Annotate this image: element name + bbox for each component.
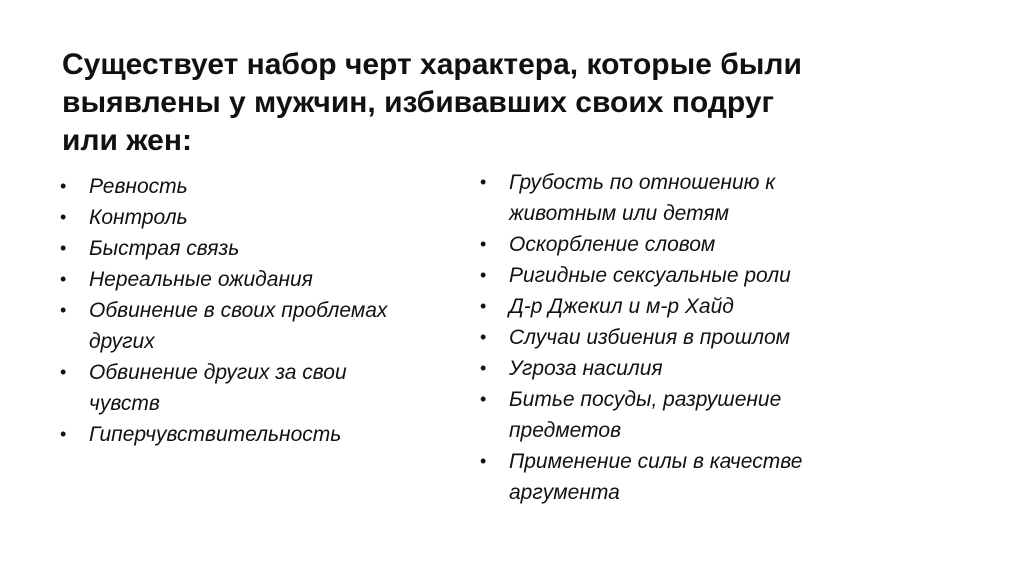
item-text: • Обвинение в своих проблемах bbox=[89, 299, 388, 322]
left-bullet-list bbox=[60, 171, 460, 450]
item-text-continuation: аргумента bbox=[509, 481, 620, 504]
item-text: • Ригидные сексуальные роли bbox=[509, 264, 791, 287]
list-item bbox=[480, 229, 880, 260]
title-line: выявлены у мужчин, избивавших своих подруг bbox=[62, 86, 775, 119]
item-text: • Быстрая связь bbox=[89, 237, 240, 260]
list-item bbox=[480, 384, 880, 446]
slide-title bbox=[62, 46, 962, 160]
item-text: • Оскорбление словом bbox=[509, 233, 716, 256]
list-item bbox=[480, 322, 880, 353]
list-item bbox=[480, 446, 880, 508]
list-item bbox=[480, 260, 880, 291]
list-item bbox=[60, 233, 460, 264]
list-item bbox=[60, 295, 460, 357]
title-line: Существует набор черт характера, которые были bbox=[62, 48, 802, 81]
list-item bbox=[60, 357, 460, 419]
item-text: • Ревность bbox=[89, 175, 188, 198]
item-text: • Д-р Джекил и м-р Хайд bbox=[509, 295, 734, 318]
list-item bbox=[60, 264, 460, 295]
list-item bbox=[60, 202, 460, 233]
list-item bbox=[60, 419, 460, 450]
item-text-continuation: предметов bbox=[509, 419, 622, 442]
item-text: • Нереальные ожидания bbox=[89, 268, 313, 291]
item-text: • Контроль bbox=[89, 206, 188, 229]
item-text-continuation: животным или детям bbox=[509, 202, 729, 225]
item-text: • Случаи избиения в прошлом bbox=[509, 326, 791, 349]
list-item bbox=[60, 171, 460, 202]
title-line: или жен: bbox=[62, 124, 192, 157]
item-text-continuation: других bbox=[89, 330, 155, 353]
item-text: • Битье посуды, разрушение bbox=[509, 388, 782, 411]
list-item bbox=[480, 291, 880, 322]
item-text: • Угроза насилия bbox=[509, 357, 663, 380]
item-text-continuation: чувств bbox=[89, 392, 160, 415]
list-item bbox=[480, 353, 880, 384]
item-text: • Грубость по отношению к bbox=[509, 171, 776, 194]
right-bullet-list bbox=[480, 167, 880, 508]
item-text: • Применение силы в качестве bbox=[509, 450, 803, 473]
item-text: • Гиперчувствительность bbox=[89, 423, 342, 446]
list-item bbox=[480, 167, 880, 229]
item-text: • Обвинение других за свои bbox=[89, 361, 347, 384]
